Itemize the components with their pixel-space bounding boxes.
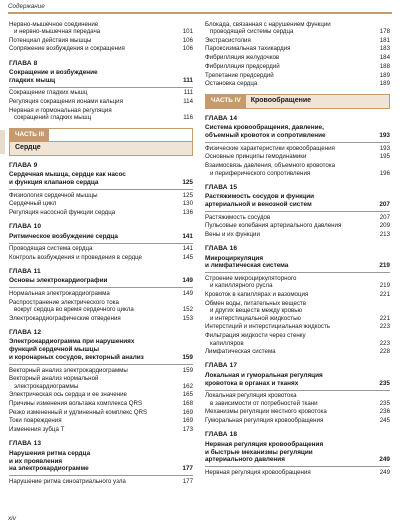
page-edge-tab bbox=[0, 130, 5, 154]
page-ref: 183 bbox=[379, 45, 390, 53]
toc-entry[interactable] bbox=[205, 142, 390, 153]
chapter-block bbox=[9, 440, 193, 486]
page-ref: 130 bbox=[182, 200, 193, 208]
running-header: Содержание bbox=[8, 3, 45, 10]
chapter-title-row[interactable] bbox=[205, 440, 390, 465]
entry-title: Интерстиций и интерстициальная жидкость bbox=[205, 323, 330, 331]
page-ref: 162 bbox=[182, 382, 193, 390]
page-ref: 177 bbox=[182, 477, 193, 485]
toc-entry[interactable] bbox=[9, 475, 193, 486]
toc-entry[interactable] bbox=[9, 253, 193, 262]
page-ref: 193 bbox=[379, 132, 390, 140]
toc-entry[interactable] bbox=[9, 314, 193, 323]
page-ref: 219 bbox=[379, 282, 390, 290]
toc-entry[interactable] bbox=[205, 71, 390, 80]
toc-entry[interactable] bbox=[9, 106, 193, 122]
entry-title: Нормальная электрокардиограмма bbox=[9, 289, 110, 297]
chapter-title-row[interactable] bbox=[205, 193, 390, 210]
toc-entry[interactable] bbox=[9, 20, 193, 36]
entry-title: Основные принципы гемодинамики bbox=[205, 153, 307, 161]
entry-title: Векторный анализ электрокардиограммы bbox=[9, 366, 128, 374]
page-ref: 196 bbox=[379, 169, 390, 177]
entry-title: Кровоток в капиллярах и вазомоция bbox=[205, 291, 309, 298]
page-ref: 153 bbox=[182, 314, 193, 322]
chapter-title: Локальная и гуморальная регуляция кровотока в органах и тканях bbox=[205, 371, 323, 387]
toc-entry[interactable] bbox=[205, 408, 390, 417]
toc-entry[interactable] bbox=[205, 323, 390, 332]
page-ref: 193 bbox=[379, 144, 390, 152]
chapter-title: Сердечная мышца, сердце как насос и функция клапанов сердца bbox=[9, 171, 126, 187]
toc-entry[interactable] bbox=[205, 390, 390, 408]
page-ref: 152 bbox=[182, 306, 193, 314]
page-ref: 106 bbox=[182, 36, 193, 44]
toc-entry[interactable] bbox=[205, 45, 390, 54]
part-header[interactable] bbox=[9, 128, 193, 155]
entry-title: Взаимосвязь давления, объемного кровотока и периферического сопротивления bbox=[205, 162, 335, 177]
toc-entry[interactable] bbox=[205, 416, 390, 425]
entry-title: Фильтрация жидкости через стенку капилляров bbox=[205, 332, 306, 347]
entry-title: Фибрилляция желудочков bbox=[205, 54, 280, 62]
toc-entry[interactable] bbox=[205, 54, 390, 63]
page-ref: 125 bbox=[182, 179, 193, 187]
entry-title: Трепетание предсердий bbox=[205, 71, 274, 79]
chapter-title-row[interactable] bbox=[205, 371, 390, 388]
toc-entry[interactable] bbox=[205, 290, 390, 299]
entry-title: Нервная регуляция кровообращения bbox=[205, 468, 311, 476]
entry-title: Сопряжение возбуждения и сокращения bbox=[9, 45, 125, 53]
chapter-label: ГЛАВА 13 bbox=[9, 440, 42, 448]
page-ref: 207 bbox=[379, 213, 390, 221]
entry-title: Локальная регуляция кровотока в зависимости от потребностей ткани bbox=[205, 392, 318, 407]
page-ref: 223 bbox=[379, 323, 390, 331]
page-ref: 209 bbox=[379, 222, 390, 230]
page-ref: 145 bbox=[182, 253, 193, 261]
page-ref: 101 bbox=[182, 28, 193, 36]
chapter-block bbox=[9, 60, 193, 123]
entry-title: Лимфатическая система bbox=[205, 348, 276, 356]
page-ref: 184 bbox=[379, 54, 390, 62]
entry-title: Пароксизмальная тахикардия bbox=[205, 45, 291, 53]
toc-entry[interactable] bbox=[9, 364, 193, 375]
entry-title: Сокращение гладких мышц bbox=[9, 89, 88, 97]
entry-title: Блокада, связанная с нарушением функции проводящей системы сердца bbox=[205, 20, 331, 36]
toc-entry[interactable] bbox=[9, 391, 193, 400]
entry-title: Экстрасистолия bbox=[205, 36, 251, 44]
chapter-block bbox=[205, 115, 390, 178]
page-ref: 235 bbox=[379, 379, 390, 387]
entry-title: Остановка сердца bbox=[205, 80, 258, 88]
entry-title: Электрокардиографические отведения bbox=[9, 314, 121, 322]
chapter-title-row[interactable] bbox=[9, 338, 193, 363]
chapter-title: Нервная регуляция кровообращения и быстрые механизмы регуляции артериального давления bbox=[205, 440, 324, 464]
chapter-title: Растяжимость сосудов и функции артериальной и венозной систем bbox=[205, 193, 315, 209]
page-ref: 221 bbox=[379, 314, 390, 322]
toc-entry[interactable] bbox=[205, 272, 390, 290]
page-ref: 219 bbox=[379, 262, 390, 270]
toc-entry[interactable] bbox=[9, 87, 193, 98]
toc-entry[interactable] bbox=[9, 426, 193, 435]
page-ref: 207 bbox=[379, 201, 390, 209]
entry-title: Нарушение ритма синоатриального узла bbox=[9, 477, 126, 485]
toc-entry[interactable] bbox=[9, 243, 193, 254]
chapter-title-row[interactable] bbox=[9, 232, 193, 241]
chapter-title: Система кровообращения, давление, объемный кровоток и сопротивление bbox=[205, 124, 326, 140]
chapter-title-row[interactable] bbox=[9, 171, 193, 188]
chapter-block bbox=[205, 245, 390, 356]
entry-title: Распространение электрического тока вокруг сердца во время сердечного цикла bbox=[9, 298, 134, 314]
entry-title: Обмен воды, питательных веществ и других веществ между кровью и интерстициальной жидкостью bbox=[205, 299, 307, 322]
chapter-label: ГЛАВА 14 bbox=[205, 114, 238, 122]
page-ref: 149 bbox=[182, 277, 193, 285]
entry-title: Сердечный цикл bbox=[9, 200, 57, 208]
toc-entry[interactable] bbox=[9, 189, 193, 200]
page-ref: 169 bbox=[182, 417, 193, 425]
entry-title: Проводящая система сердца bbox=[9, 245, 93, 253]
page-ref: 169 bbox=[182, 408, 193, 416]
page-ref: 149 bbox=[182, 289, 193, 297]
toc-entry[interactable] bbox=[205, 161, 390, 177]
page-ref: 125 bbox=[182, 191, 193, 199]
toc-entry[interactable] bbox=[9, 408, 193, 417]
chapter-title: Нарушения ритма сердца и их проявления на электрокардиограмме bbox=[9, 449, 91, 473]
page-ref: 178 bbox=[379, 28, 390, 36]
chapter-block bbox=[205, 362, 390, 425]
entry-title: Токи повреждения bbox=[9, 417, 62, 425]
page-ref: 159 bbox=[182, 366, 193, 374]
page-ref: 249 bbox=[379, 456, 390, 464]
chapter-label: ГЛАВА 15 bbox=[205, 183, 238, 191]
page-ref: 228 bbox=[379, 348, 390, 356]
page-ref: 165 bbox=[182, 391, 193, 399]
entry-title: Механизмы регуляции местного кровотока bbox=[205, 408, 327, 416]
header-rule bbox=[8, 12, 392, 14]
toc-entry[interactable] bbox=[205, 211, 390, 222]
part-label: ЧАСТЬ IV bbox=[206, 95, 246, 108]
chapter-label: ГЛАВА 18 bbox=[205, 431, 238, 439]
page-ref: 249 bbox=[379, 468, 390, 476]
toc-entry[interactable] bbox=[9, 287, 193, 298]
chapter-label: ГЛАВА 10 bbox=[9, 223, 42, 231]
chapter-block bbox=[9, 268, 193, 323]
toc-entry[interactable] bbox=[205, 80, 390, 89]
toc-entry[interactable] bbox=[9, 36, 193, 45]
part-header[interactable] bbox=[205, 94, 390, 109]
entry-title: Изменения зубца Т bbox=[9, 426, 65, 434]
page-ref: 181 bbox=[379, 36, 390, 44]
entry-title: Нервная и гормональная регуляция сокращений гладких мышц bbox=[9, 106, 112, 122]
toc-entry[interactable] bbox=[9, 298, 193, 314]
toc-right-column bbox=[205, 20, 390, 477]
chapter-label: ГЛАВА 8 bbox=[9, 59, 38, 67]
page-ref: 213 bbox=[379, 230, 390, 238]
entry-title: Электрическая ось сердца и ее значение bbox=[9, 391, 127, 399]
chapter-title: Сокращение и возбуждение гладких мышц bbox=[9, 69, 98, 84]
chapter-title-row[interactable] bbox=[9, 277, 193, 286]
toc-entry[interactable] bbox=[9, 45, 193, 54]
toc-entry[interactable] bbox=[9, 98, 193, 107]
toc-entry[interactable] bbox=[9, 399, 193, 408]
entry-title: Потенциал действия мышцы bbox=[9, 36, 92, 44]
page-ref: 236 bbox=[379, 408, 390, 416]
entry-title: Фибрилляция предсердий bbox=[205, 62, 280, 70]
entry-title: Нервно-мышечное соединение и нервно-мышечная передача bbox=[9, 20, 101, 36]
toc-entry[interactable] bbox=[205, 299, 390, 323]
toc-entry[interactable] bbox=[205, 348, 390, 357]
toc-entry[interactable] bbox=[9, 375, 193, 391]
page-ref: 106 bbox=[182, 45, 193, 53]
page-ref: 111 bbox=[183, 77, 193, 84]
entry-title: Резко измененный и удлиненный комплекс QRS bbox=[9, 408, 148, 416]
toc-entry[interactable] bbox=[205, 62, 390, 71]
page-ref: 136 bbox=[182, 208, 193, 216]
toc-entry[interactable] bbox=[9, 200, 193, 209]
toc-entry[interactable] bbox=[9, 208, 193, 217]
toc-entry[interactable] bbox=[205, 153, 390, 162]
chapter-title-row[interactable] bbox=[205, 254, 390, 271]
entry-title: Физические характеристики кровообращения bbox=[205, 144, 335, 152]
chapter-label: ГЛАВА 9 bbox=[9, 161, 38, 169]
chapter-label: ГЛАВА 11 bbox=[9, 267, 41, 275]
page-ref: 173 bbox=[182, 426, 193, 434]
chapter-title-row[interactable] bbox=[9, 449, 193, 474]
page-ref: 111 bbox=[183, 89, 193, 97]
entry-title: Физиология сердечной мышцы bbox=[9, 191, 98, 199]
chapter-label: ГЛАВА 17 bbox=[205, 362, 238, 370]
toc-entry[interactable] bbox=[205, 36, 390, 45]
chapter-label: ГЛАВА 16 bbox=[205, 244, 238, 252]
chapter-label: ГЛАВА 12 bbox=[9, 328, 42, 336]
page-number: xiv bbox=[8, 515, 16, 522]
page-ref: 189 bbox=[379, 80, 390, 88]
toc-left-column bbox=[9, 20, 193, 486]
page-ref: 245 bbox=[379, 417, 390, 425]
entry-title: Контроль возбуждения и проведения в сердце bbox=[9, 253, 142, 261]
page-ref: 114 bbox=[183, 98, 193, 106]
toc-entry[interactable] bbox=[205, 331, 390, 347]
chapter-block bbox=[205, 184, 390, 239]
page-ref: 141 bbox=[182, 245, 193, 253]
chapter-title: Микроциркуляция и лимфатическая система bbox=[205, 254, 289, 270]
chapter-block bbox=[9, 329, 193, 434]
entry-title: Причины изменения вольтажа комплекса QRS bbox=[9, 400, 143, 408]
chapter-block bbox=[9, 162, 193, 217]
chapter-title-row[interactable] bbox=[9, 69, 193, 86]
entry-title: Пульсовые колебания артериального давления bbox=[205, 222, 342, 230]
page-ref: 177 bbox=[182, 465, 193, 473]
page-ref: 116 bbox=[183, 114, 193, 122]
entry-title: Векторный анализ нормальной электрокардиограммы bbox=[9, 375, 99, 390]
chapter-title: Электрокардиограмма при нарушениях функций сердечной мышцы и коронарных сосудов, векторный анализ bbox=[9, 338, 144, 362]
toc-entry[interactable] bbox=[205, 20, 390, 36]
entry-title: Гуморальная регуляция кровообращения bbox=[205, 417, 324, 425]
page-ref: 189 bbox=[379, 71, 390, 79]
page-ref: 221 bbox=[379, 291, 390, 298]
entry-title: Вены и их функции bbox=[205, 230, 260, 238]
part-title: Сердце bbox=[10, 141, 192, 155]
toc-entry[interactable] bbox=[205, 466, 390, 477]
page-ref: 168 bbox=[182, 400, 193, 408]
page-ref: 223 bbox=[379, 339, 390, 347]
part-title: Кровообращение bbox=[246, 95, 389, 108]
page-ref: 141 bbox=[182, 232, 193, 240]
toc-entry[interactable] bbox=[205, 230, 390, 239]
part-label: ЧАСТЬ III bbox=[10, 129, 49, 141]
page-ref: 235 bbox=[379, 399, 390, 407]
chapter-title: Основы электрокардиографии bbox=[9, 277, 108, 285]
page-ref: 159 bbox=[182, 354, 193, 362]
chapter-block bbox=[205, 431, 390, 477]
toc-entry[interactable] bbox=[205, 222, 390, 231]
chapter-block bbox=[9, 223, 193, 262]
chapter-title: Ритмическое возбуждение сердца bbox=[9, 232, 118, 240]
entry-title: Растяжимость сосудов bbox=[205, 213, 271, 221]
entry-title: Регуляция насосной функции сердца bbox=[9, 208, 116, 216]
page-ref: 195 bbox=[379, 153, 390, 161]
chapter-title-row[interactable] bbox=[205, 124, 390, 141]
entry-title: Строение микроциркуляторного и капиллярного русла bbox=[205, 274, 297, 290]
entry-title: Регуляция сокращения ионами кальция bbox=[9, 98, 123, 106]
toc-entry[interactable] bbox=[9, 417, 193, 426]
page-ref: 188 bbox=[379, 62, 390, 70]
